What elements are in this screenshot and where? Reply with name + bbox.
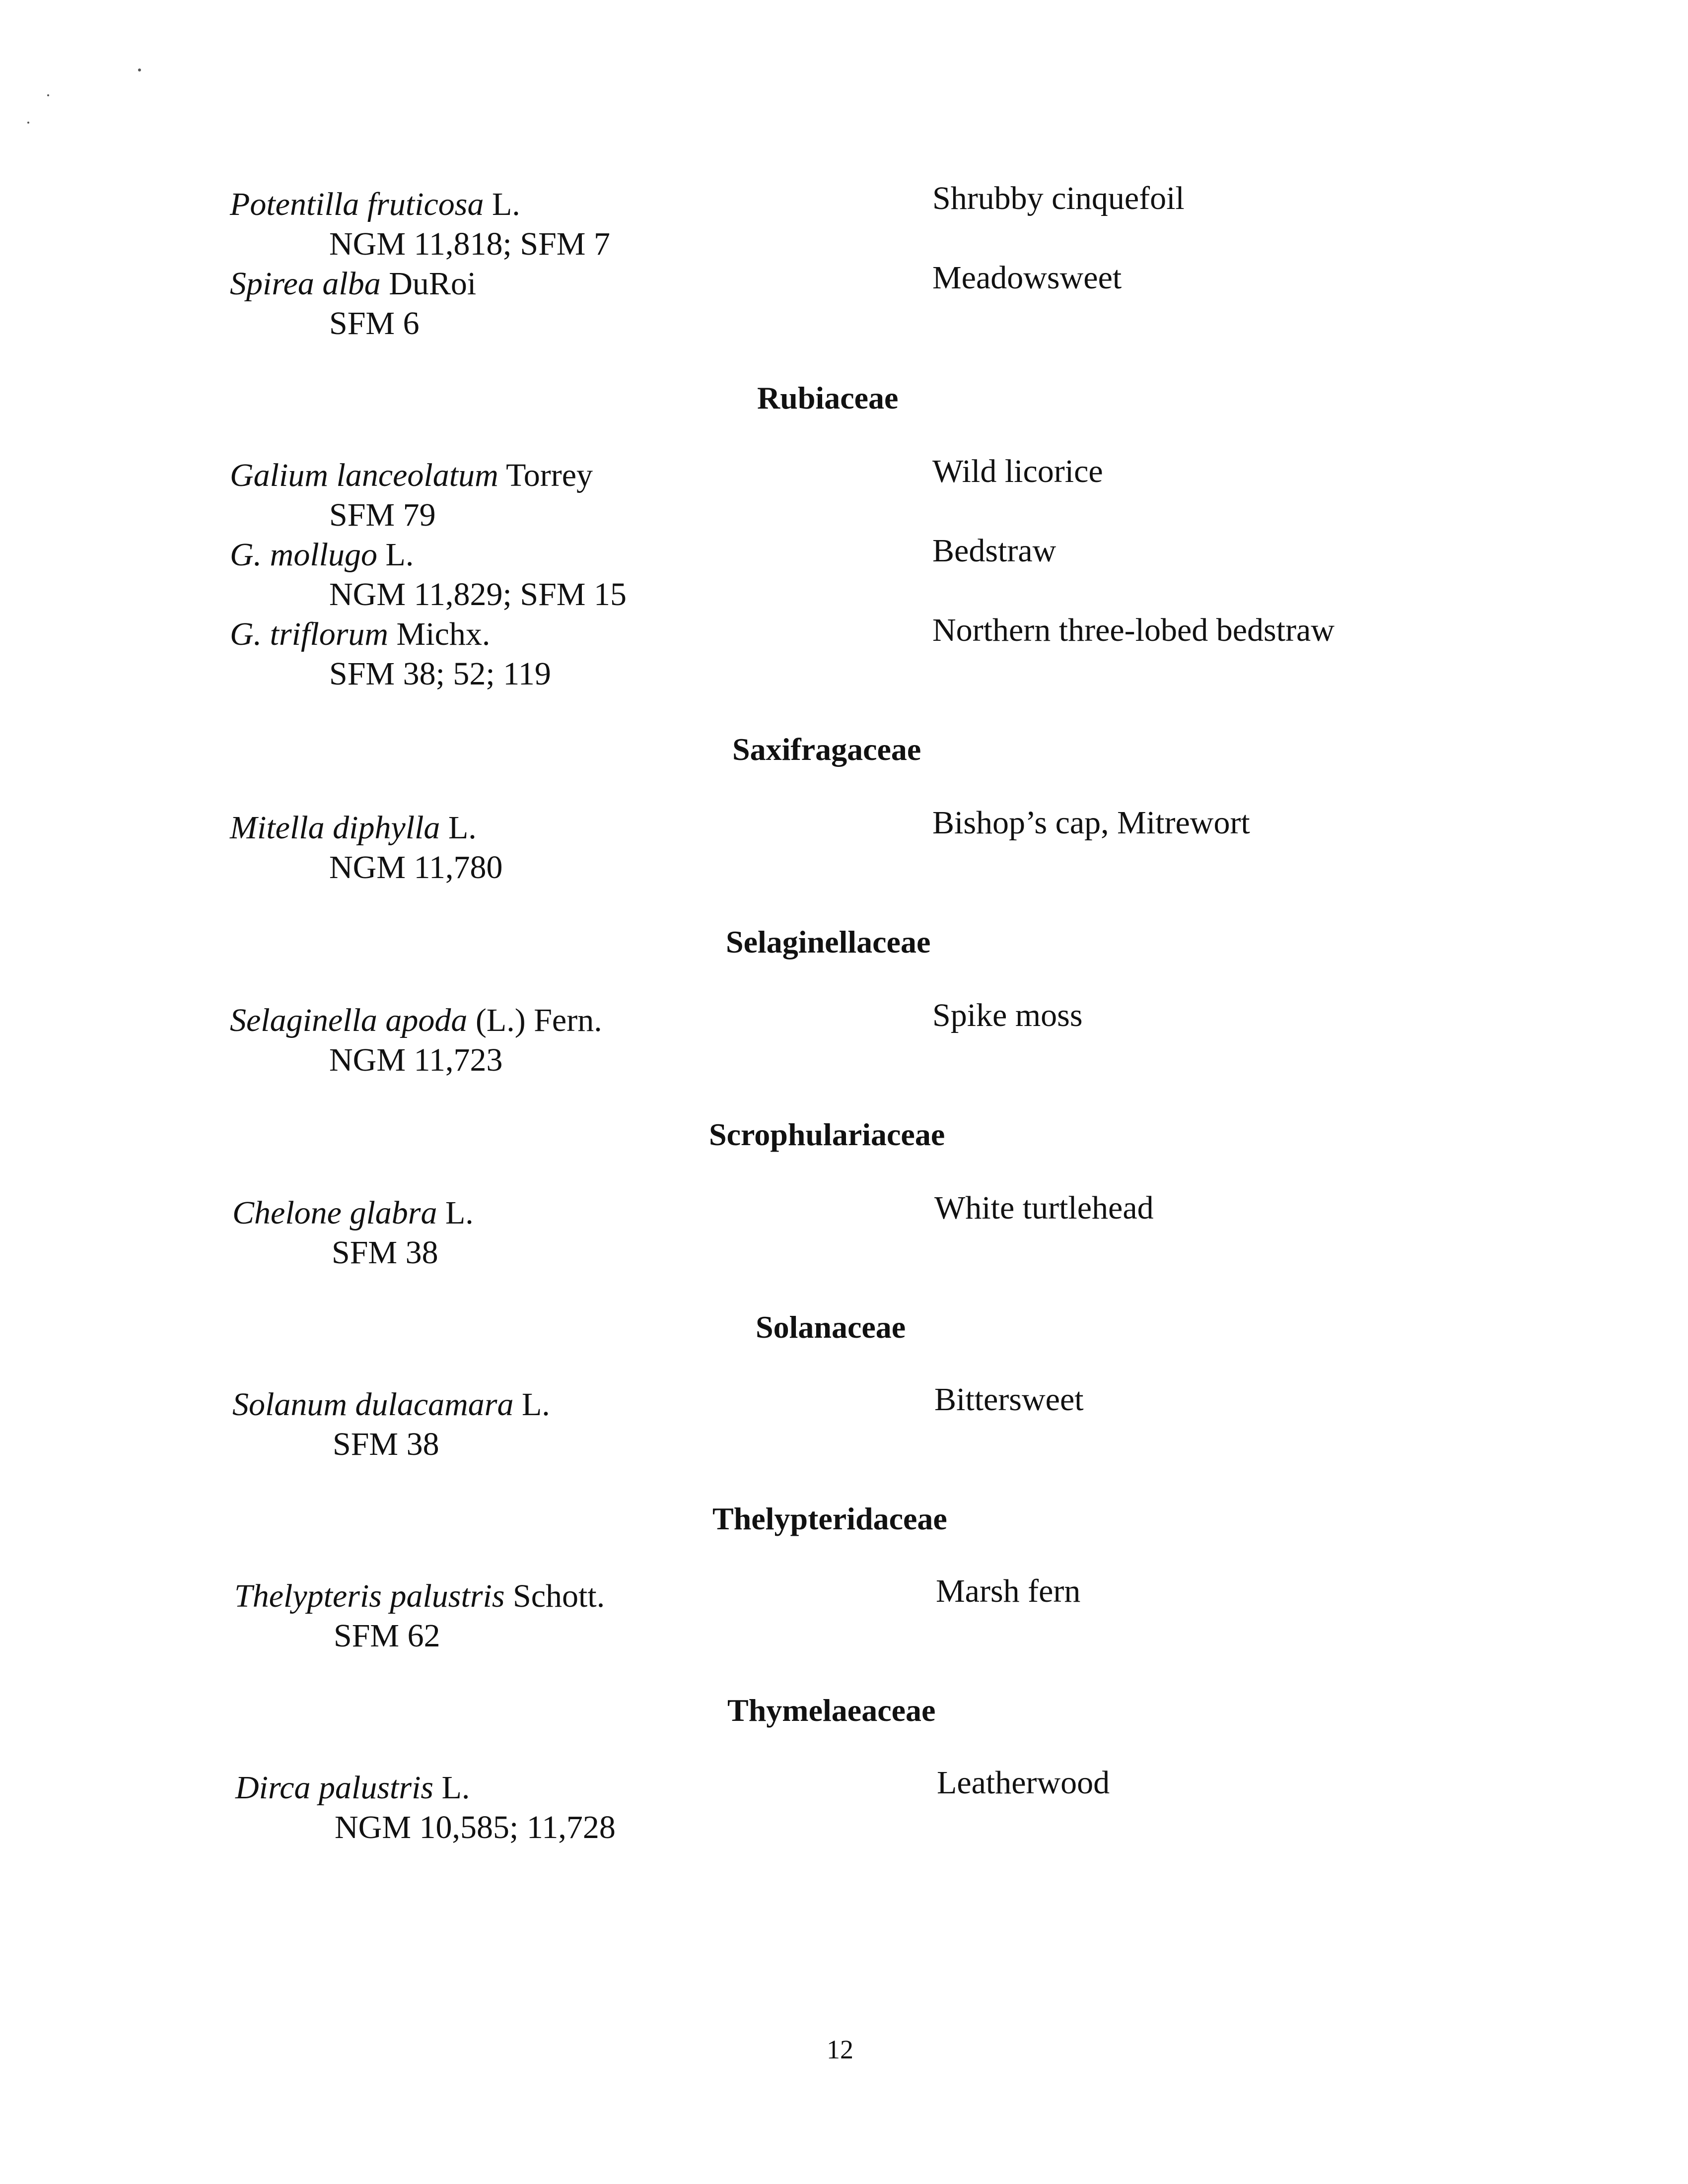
species-name: Mitella diphylla L. <box>230 810 477 846</box>
species-name: Chelone glabra L. <box>232 1195 474 1231</box>
family-heading: Rubiaceae <box>757 380 899 415</box>
specimen-ref: NGM 11,829; SFM 15 <box>329 576 627 613</box>
page-number: 12 <box>827 2035 853 2064</box>
family-heading: Thymelaeaceae <box>727 1693 936 1728</box>
scan-speck <box>138 68 141 71</box>
species-name: G. triflorum Michx. <box>230 616 491 652</box>
family-heading: Scrophulariaceae <box>709 1117 945 1152</box>
common-name: White turtlehead <box>934 1190 1154 1226</box>
specimen-ref: NGM 11,780 <box>329 849 503 886</box>
specimen-ref: NGM 11,818; SFM 7 <box>329 226 610 262</box>
specimen-ref: SFM 79 <box>329 497 436 533</box>
common-name: Marsh fern <box>936 1573 1081 1609</box>
species-name: Potentilla fruticosa L. <box>230 186 520 222</box>
common-name: Northern three-lobed bedstraw <box>932 612 1335 648</box>
family-heading: Saxifragaceae <box>732 732 921 767</box>
common-name: Meadowsweet <box>932 260 1122 296</box>
species-name: G. mollugo L. <box>230 537 414 573</box>
common-name: Bedstraw <box>932 533 1056 569</box>
species-name: Solanum dulacamara L. <box>232 1386 550 1423</box>
species-name: Galium lanceolatum Torrey <box>230 457 593 493</box>
common-name: Bittersweet <box>934 1381 1084 1418</box>
specimen-ref: NGM 11,723 <box>329 1042 503 1078</box>
scan-speck <box>47 94 49 96</box>
common-name: Bishop’s cap, Mitrewort <box>932 805 1250 841</box>
specimen-ref: SFM 38 <box>332 1234 438 1271</box>
specimen-ref: SFM 62 <box>334 1618 440 1654</box>
common-name: Shrubby cinquefoil <box>932 180 1185 216</box>
family-heading: Thelypteridaceae <box>712 1501 947 1536</box>
scan-speck <box>27 122 29 124</box>
common-name: Leatherwood <box>937 1765 1110 1801</box>
family-heading: Solanaceae <box>756 1309 906 1345</box>
species-name: Spirea alba DuRoi <box>230 266 477 302</box>
species-name: Dirca palustris L. <box>235 1770 470 1806</box>
common-name: Spike moss <box>932 997 1083 1033</box>
species-name: Selaginella apoda (L.) Fern. <box>230 1002 602 1038</box>
family-heading: Selaginellaceae <box>726 924 931 959</box>
common-name: Wild licorice <box>932 453 1103 489</box>
specimen-ref: SFM 38; 52; 119 <box>329 656 551 692</box>
specimen-ref: SFM 38 <box>333 1426 439 1462</box>
species-name: Thelypteris palustris Schott. <box>234 1578 605 1614</box>
specimen-ref: NGM 10,585; 11,728 <box>335 1809 616 1845</box>
specimen-ref: SFM 6 <box>329 305 420 341</box>
